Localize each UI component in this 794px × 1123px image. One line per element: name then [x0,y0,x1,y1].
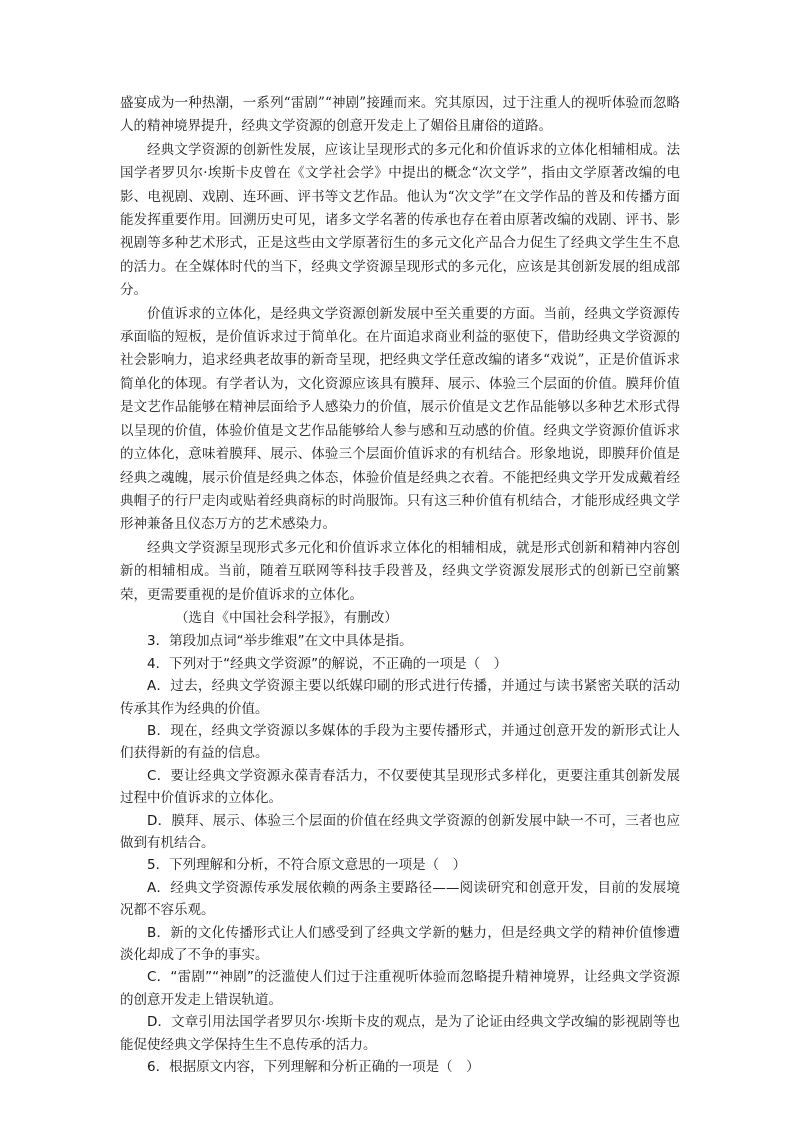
reading-passage [120,92,680,630]
question-list [120,630,680,1078]
question-5-option-b: B．新的文化传播形式让人们感受到了经典文学新的魅力，但是经典文学的精神价值惨遭淡化却成了不争的事实。 [120,924,680,964]
question-4-option-a: A．过去，经典文学资源主要以纸媒印刷的形式进行传播，并通过与读书紧密关联的活动传承其作为经典的价值。 [120,678,680,717]
question-3: 3．第段加点词“举步维艰”在文中具体是指。 [147,633,413,650]
question-5-option-c: C．“雷剧”“神剧”的泛滥使人们过于注重视听体验而忽略提升精神境界，让经典文学资源的创意开发走上错误轨道。 [120,969,680,1008]
passage-paragraph-3: 经典文学资源呈现形式多元化和价值诉求立体化的相辅相成，就是形式创新和精神内容创新的相辅相成。当前，随着互联网等科技手段普及，经典文学资源发展形式的创新已空前繁荣，更需要重视的是价值诉求的立体化。 [120,539,680,603]
question-6: 6．根据原文内容，下列理解和分析正确的一项是（ ） [147,1059,480,1076]
passage-paragraph-0: 盛宴成为一种热潮，一系列“雷剧”“神剧”接踵而来。究其原因，过于注重人的视听体验而忽略人的精神境界提升，经典文学资源的创意开发走上了媚俗且庸俗的道路。 [120,95,680,135]
passage-paragraph-1: 经典文学资源的创新性发展，应该让呈现形式的多元化和价值诉求的立体化相辅相成。法国学者罗贝尔·埃斯卡皮曾在《文学社会学》中提出的概念“次文学”，指由文学原著改编的电影、电视剧、戏剧、连环画、评书等文艺作品。他认为“次文学”在文学作品的普及和传播方面能发挥重要作用。回溯历史可见，诸多文学名著的传承也存在着由原著改编的戏剧、评书、影视剧等多种艺术形式，正是这些由文学原著衍生的多元文化产品合力促生了经典文学生生不息的活力。在全媒体时代的当下，经典文学资源呈现形式的多元化，应该是其创新发展的组成部分。 [120,141,680,299]
question-4-option-b: B．现在，经典文学资源以多媒体的手段为主要传播形式，并通过创意开发的新形式让人们获得新的有益的信息。 [120,722,680,762]
question-5-option-a: A．经典文学资源传承发展依赖的两条主要路径——阅读研究和创意开发，目前的发展境况都不容乐观。 [120,879,680,919]
passage-source: （选自《中国社会科学报》，有删改） [175,609,398,626]
question-4-option-c: C．要让经典文学资源永葆青春活力，不仅要使其呈现形式多样化，更要注重其创新发展过程中价值诉求的立体化。 [120,767,680,807]
passage-paragraph-2: 价值诉求的立体化，是经典文学资源创新发展中至关重要的方面。当前，经典文学资源传承面临的短板，是价值诉求过于简单化。在片面追求商业利益的驱使下，借助经典文学资源的社会影响力，追求经典老故事的新奇呈现，把经典文学任意改编的诸多“戏说”，正是价值诉求简单化的体现。有学者认为，文化资源应该具有膜拜、展示、体验三个层面的价值。膜拜价值是文艺作品能够在精神层面给予人感染力的价值，展示价值是文艺作品能够以多种艺术形式得以呈现的价值，体验价值是文艺作品能够给人参与感和互动感的价值。经典文学资源价值诉求的立体化，意味着膜拜、展示、体验三个层面价值诉求的有机结合。形象地说，即膜拜价值是经典之魂魄，展示价值是经典之体态，体验价值是经典之衣着。不能把经典文学开发成戴着经典帽子的行尸走肉或贴着经典商标的时尚服饰。只有这三种价值有机结合，才能形成经典文学形神兼备且仪态万方的艺术感染力。 [120,305,680,533]
question-5: 5．下列理解和分析，不符合原文意思的一项是（ ） [147,857,467,874]
question-4: 4．下列对于“经典文学资源”的解说，不正确的一项是（ ） [147,655,508,672]
question-5-option-d: D．文章引用法国学者罗贝尔·埃斯卡皮的观点，是为了论证由经典文学改编的影视剧等也能促使经典文学保持生生不息传承的活力。 [120,1014,680,1053]
document-page [120,92,680,1078]
question-4-option-d: D．膜拜、展示、体验三个层面的价值在经典文学资源的创新发展中缺一不可，三者也应做到有机结合。 [120,812,680,851]
